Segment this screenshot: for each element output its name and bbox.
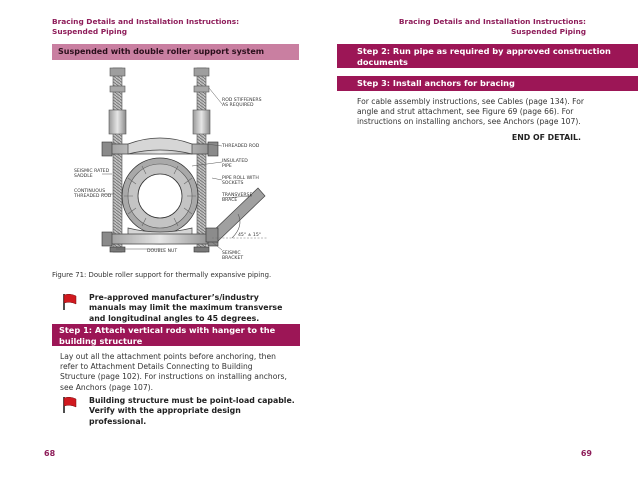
- svg-text:THREADED ROD: [221, 143, 260, 149]
- note2-line1: Building structure must be point-load capable.: [89, 396, 295, 405]
- note1-line3: and longitudinal angles to 45 degrees.: [89, 313, 260, 323]
- right-header-line1: Bracing Details and Installation Instructions:: [398, 17, 586, 26]
- svg-text:DOUBLE NUT: [147, 248, 177, 254]
- left-page-number: 68: [44, 449, 56, 458]
- svg-text:PIPE: [222, 163, 232, 169]
- label-seismic: SEISMIC: [222, 251, 241, 256]
- note2-line2: Verify with the appropriate design: [89, 406, 241, 416]
- label-transverse: TRANSVERSE: [222, 193, 253, 198]
- left-header-line2: Suspended Piping: [52, 27, 128, 36]
- flag-icon: [62, 293, 78, 311]
- step2-line1: Step 2: Run pipe as required by approved construction: [357, 46, 611, 56]
- svg-text:BRACE: [222, 197, 237, 203]
- label-rod-stiffeners: ROD STIFFENERS: [222, 98, 262, 103]
- svg-text:AS REQUIRED: [222, 102, 254, 108]
- step1-para-line2: refer to Attachment Details Connecting to Building: [60, 362, 253, 372]
- step2-bar: [337, 44, 638, 68]
- step1-para-line3: Structure (page 102). For instructions on installing anchors,: [60, 372, 287, 382]
- section-title-bar: [52, 44, 299, 60]
- note-point-load: [89, 396, 295, 427]
- label-sockets: SOCKETS: [222, 181, 244, 186]
- label-saddle: SADDLE: [74, 174, 93, 179]
- label-angle: 45° ± 15°: [238, 233, 262, 238]
- figure-71: [72, 66, 294, 266]
- double-roller-support-diagram: [72, 66, 294, 266]
- step3-para-line1: For cable assembly instructions, see Cables (page 134). For: [357, 97, 585, 106]
- label-continuous-rod: THREADED ROD: [74, 194, 112, 199]
- step3-bar: [337, 76, 638, 91]
- svg-text:SADDLE: [74, 173, 93, 179]
- left-running-header: [52, 17, 239, 37]
- right-header-line2: Suspended Piping: [510, 27, 586, 36]
- step1-bar: [52, 324, 300, 346]
- note1-line2: manuals may limit the maximum transverse: [89, 303, 283, 313]
- right-page-number: 69: [580, 449, 592, 458]
- step1-para-line1: Lay out all the attachment points before anchoring, then: [60, 352, 276, 361]
- end-of-detail: END OF DETAIL.: [511, 133, 581, 142]
- svg-text:SOCKETS: [222, 180, 243, 186]
- label-bracket: BRACKET: [222, 256, 244, 261]
- flag-icon: [62, 396, 78, 414]
- label-insulated: INSULATED: [222, 159, 248, 164]
- right-running-header: [399, 17, 586, 37]
- step2-line2: documents: [357, 56, 408, 67]
- label-continuous: CONTINUOUS: [74, 189, 106, 194]
- label-double-nut: DOUBLE NUT: [147, 249, 178, 254]
- step3-title: Step 3: Install anchors for bracing: [357, 78, 515, 88]
- svg-text:BRACKET: [222, 255, 243, 261]
- step3-paragraph: [357, 97, 584, 128]
- label-as-required: AS REQUIRED: [222, 103, 254, 108]
- step3-para-line2: angle and strut attachment, see Figure 69 (page 66). For: [357, 107, 574, 117]
- svg-text:45° ± 15°: [238, 232, 261, 238]
- label-threaded-rod: THREADED ROD: [222, 144, 260, 149]
- step1-paragraph: [60, 352, 287, 393]
- label-pipe-roll: PIPE ROLL WITH: [222, 176, 259, 181]
- label-seismic-rated: SEISMIC RATED: [74, 169, 110, 174]
- note2-line3: professional.: [89, 416, 147, 426]
- section-title: Suspended with double roller support system: [58, 47, 265, 56]
- left-header-line1: Bracing Details and Installation Instructions:: [52, 17, 240, 26]
- label-pipe: PIPE: [222, 164, 232, 169]
- step1-line2: building structure: [59, 335, 143, 346]
- step1-line1: Step 1: Attach vertical rods with hanger to the: [59, 325, 276, 335]
- step1-para-line4: see Anchors (page 107).: [60, 382, 154, 392]
- note1-line1: Pre-approved manufacturer’s/industry: [89, 293, 259, 302]
- figure-caption: Figure 71: Double roller support for thermally expansive piping.: [52, 271, 272, 279]
- label-brace: BRACE: [222, 198, 238, 203]
- svg-text:THREADED ROD: [73, 193, 112, 199]
- note-transverse-angles: [89, 293, 282, 324]
- step3-para-line3: instructions on installing anchors, see Anchors (page 107).: [357, 117, 581, 127]
